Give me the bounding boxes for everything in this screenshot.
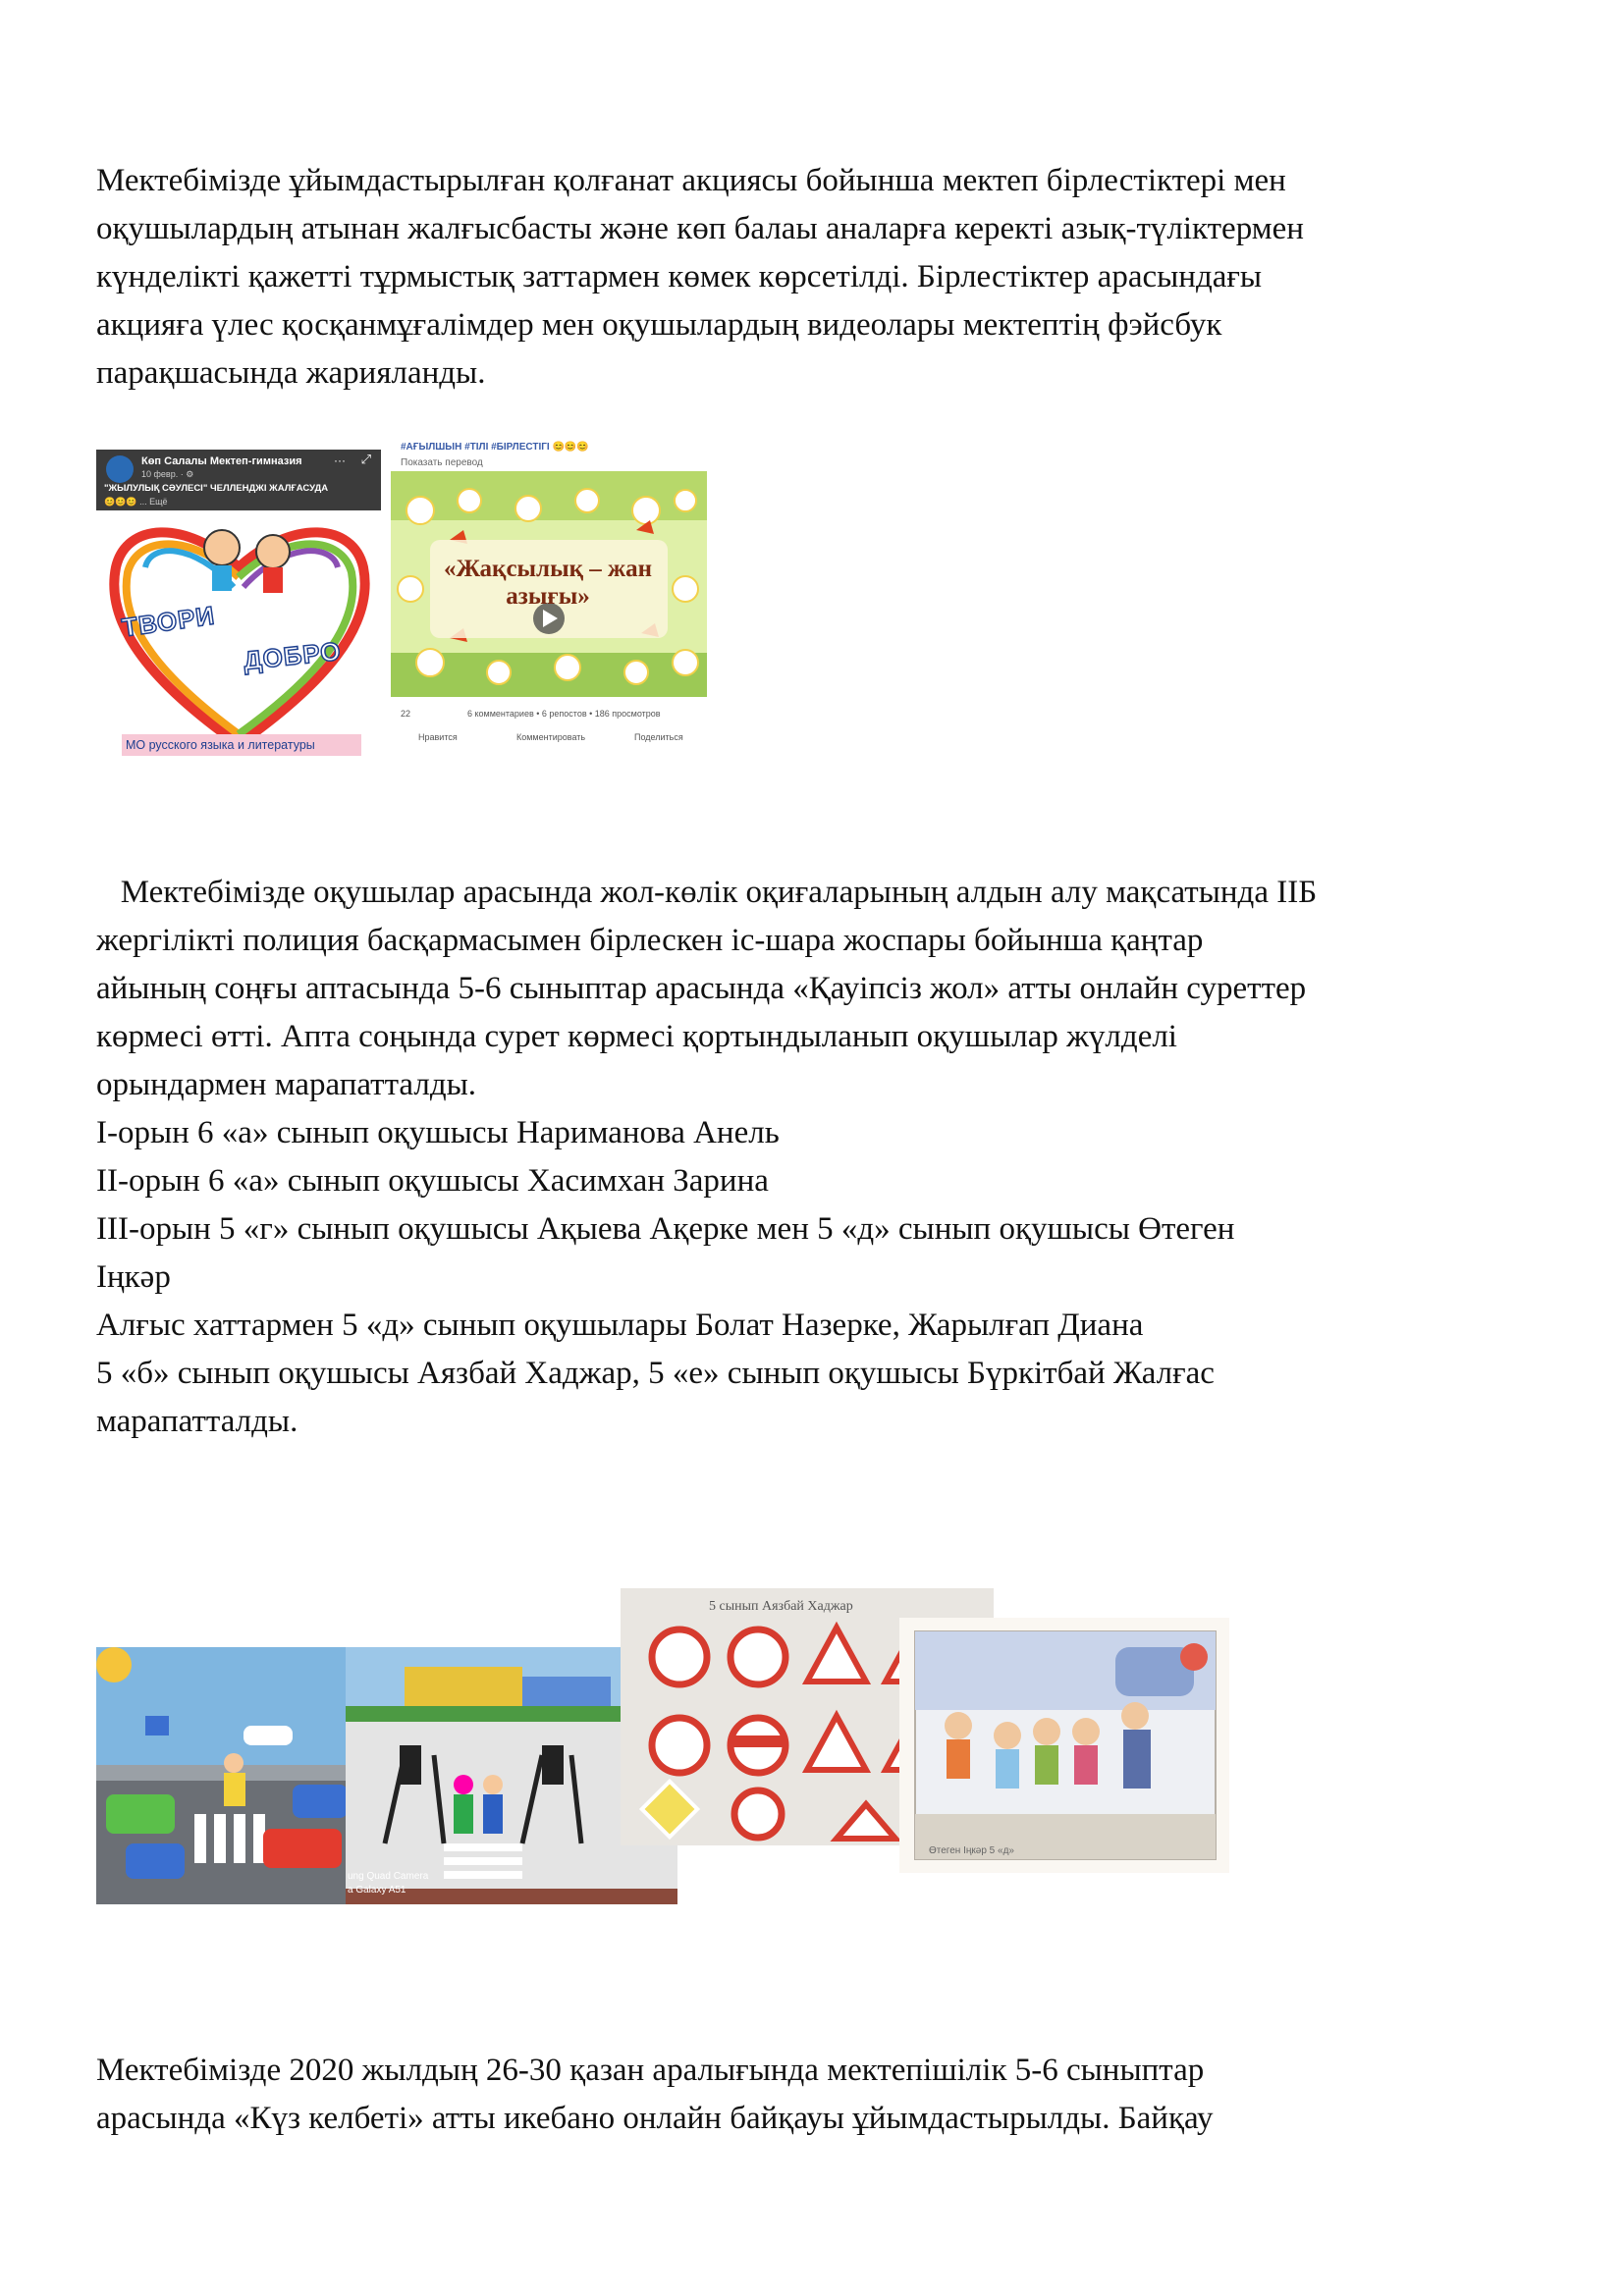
share-button[interactable]: Поделиться (634, 732, 683, 742)
drawing-street-crossing (96, 1647, 348, 1904)
logo-word-tvori: ТВОРИ (120, 600, 217, 643)
post-hashtags[interactable]: #АҒЫЛШЫН #ТІЛІ #БІРЛЕСТІГІ 😊😊😊 (401, 442, 589, 453)
like-button[interactable]: Нравится (418, 732, 458, 742)
post-text: "ЖЫЛУЛЫҚ СӘУЛЕСІ" ЧЕЛЛЕНДЖІ ЖАЛҒАСУДА (104, 483, 329, 494)
text-line: Іңкәр (96, 1259, 171, 1295)
see-more-link[interactable]: 😊😊😊 ... Ещё (104, 497, 168, 507)
text-line: акцияға үлес қосқанмұғалімдер мен оқушылардың видеолары мектептің фэйсбук (96, 307, 1222, 343)
drawing-signature: Өтеген Іңкәр 5 «д» (929, 1845, 1014, 1856)
translate-link[interactable]: Показать перевод (401, 457, 483, 468)
text-line: көрмесі өтті. Апта соңында сурет көрмесі қортындыланып оқушылар жүлделі (96, 1019, 1177, 1054)
text-line: Мектебімізде оқушылар арасында жол-көлік оқиғаларының алдын алу мақсатында ІІБ (96, 875, 1318, 910)
camera-model: a Galaxy A51 (348, 1885, 406, 1896)
paragraph-ikebana-contest (96, 2047, 1549, 2143)
text-line: ІІ-орын 6 «а» сынып оқушысы Хасимхан Зарина (96, 1163, 769, 1199)
text-line: 5 «б» сынып оқушысы Аязбай Хаджар, 5 «е» сынып оқушысы Бүркітбай Жалғас (96, 1356, 1215, 1391)
video-title-line1: «Жақсылық – жан (443, 556, 653, 582)
text-line: парақшасында жарияланды. (96, 355, 486, 391)
engagement-counts[interactable]: 6 комментариев • 6 репостов • 186 просмотров (467, 709, 661, 719)
text-line: І-орын 6 «а» сынып оқушысы Нариманова Анель (96, 1115, 780, 1150)
text-line: Мектебімізде 2020 жылдың 26-30 қазан аралығында мектепішілік 5-6 сыныптар (96, 2053, 1205, 2088)
text-line: оқушылардың атынан жалғысбасты және көп балаы аналарға керекті азық-түліктермен (96, 211, 1304, 246)
video-title-line2: азығы» (506, 583, 590, 610)
expand-icon[interactable]: ⤢ (360, 452, 371, 466)
paragraph-charity-action (96, 157, 1549, 398)
image-caption: МО русского языка и литературы (122, 734, 361, 756)
post-header (96, 450, 381, 510)
camera-watermark: ung Quad Camera (348, 1871, 429, 1882)
more-options-icon[interactable]: ··· (334, 454, 346, 467)
text-line: күнделікті қажетті тұрмыстық заттармен көмек көрсетілді. Бірлестіктер арасындағы (96, 259, 1263, 294)
text-line: жергілікті полиция басқармасымен бірлескен іс-шара жоспары бойынша қаңтар (96, 923, 1204, 958)
facebook-post-image-video (391, 440, 707, 764)
text-line: Алғыс хаттармен 5 «д» сынып оқушылары Болат Назерке, Жарылғап Диана (96, 1308, 1144, 1343)
page-avatar[interactable] (106, 455, 134, 483)
post-date: 10 февр. · ⚙ (141, 469, 194, 479)
signs-heading: 5 сынып Аязбай Хаджар (709, 1599, 853, 1614)
text-line: арасында «Күз келбеті» атты икебано онлайн байқауы ұйымдастырылды. Байқау (96, 2101, 1214, 2136)
text-line: Мектебімізде ұйымдастырылған қолғанат акциясы бойынша мектеп бірлестіктері мен (96, 163, 1286, 198)
paragraph-road-safety (96, 869, 1549, 1446)
logo-word-dobro: ДОБРО (242, 635, 343, 676)
page-name[interactable]: Көп Салалы Мектеп-гимназия (141, 455, 302, 467)
drawing-children-with-officer (899, 1618, 1229, 1873)
comment-button[interactable]: Комментировать (516, 732, 586, 742)
text-line: марапатталды. (96, 1404, 298, 1439)
text-line: ІІІ-орын 5 «г» сынып оқушысы Ақыева Ақерке мен 5 «д» сынып оқушысы Өтеген (96, 1211, 1235, 1247)
text-line: айының соңғы аптасында 5-6 сыныптар арасында «Қауіпсіз жол» атты онлайн суреттер (96, 971, 1307, 1006)
facebook-post-image-tvori-dobro (96, 450, 381, 766)
likes-count[interactable]: 22 (401, 709, 411, 719)
video-title (420, 556, 676, 611)
text-line: орындармен марапатталды. (96, 1067, 477, 1102)
